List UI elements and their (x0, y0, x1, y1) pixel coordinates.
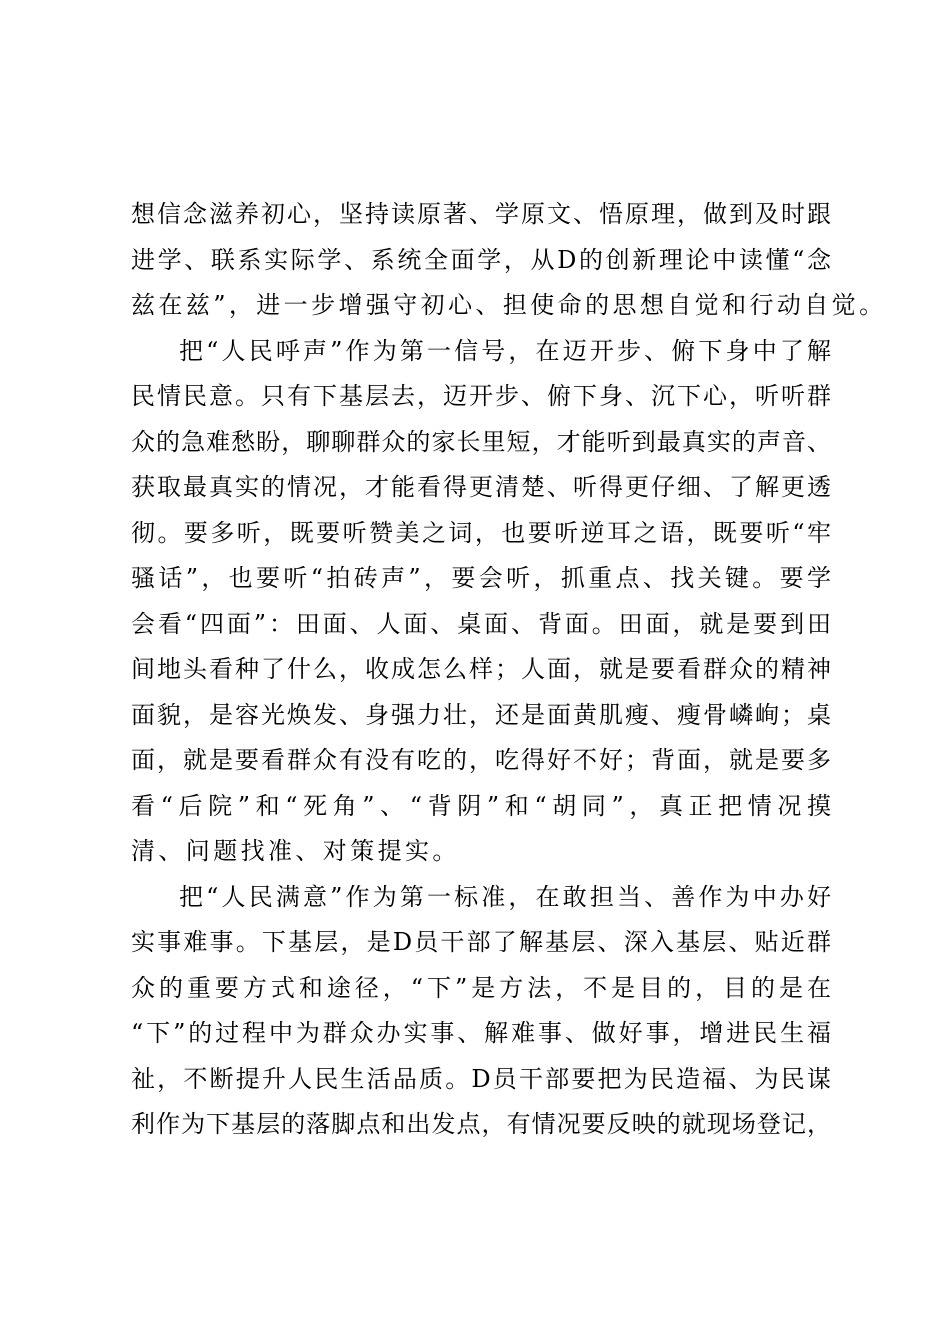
text-line: 祉，不断提升人民生活品质。D员干部要把为民造福、为民谋 (131, 1064, 831, 1093)
text-line: 众的重要方式和途径，“下”是方法，不是目的，目的是在 (131, 973, 831, 1002)
text-line: 看“后院”和“死角”、“背阴”和“胡同”，真正把情况摸 (131, 791, 831, 820)
text-line: 实事难事。下基层，是D员干部了解基层、深入基层、贴近群 (131, 928, 831, 956)
text-line: 面貌，是容光焕发、身强力壮，还是面黄肌瘦、瘦骨嶙峋；桌 (131, 700, 831, 729)
text-line: 间地头看种了什么，收成怎么样；人面，就是要看群众的精神 (131, 655, 831, 683)
text-line: 清、问题找准、对策提实。 (131, 837, 460, 865)
paragraph-3 (131, 875, 831, 1148)
text-line: 想信念滋养初心，坚持读原著、学原文、悟原理，做到及时跟 (131, 200, 831, 228)
text-line: 把“人民呼声”作为第一信号，在迈开步、俯下身中了解 (179, 336, 831, 365)
text-line: 彻。要多听，既要听赞美之词，也要听逆耳之语，既要听“牢 (131, 518, 831, 547)
text-line: 骚话”，也要听“拍砖声”，要会听，抓重点、找关键。要学 (131, 564, 831, 592)
text-line: 民情民意。只有下基层去，迈开步、俯下身、沉下心，听听群 (131, 382, 831, 410)
text-line: 利作为下基层的落脚点和出发点，有情况要反映的就现场登记， (131, 1110, 831, 1138)
document-body (131, 192, 887, 1148)
text-line: 会看“四面”：田面、人面、桌面、背面。田面，就是要到田 (131, 609, 831, 638)
text-line: “下”的过程中为群众办实事、解难事、做好事，增进民生福 (131, 1019, 831, 1047)
text-line: 面，就是要看群众有没有吃的，吃得好不好；背面，就是要多 (131, 746, 831, 774)
text-line: 进学、联系实际学、系统全面学，从D的创新理论中读懂“念 (131, 245, 831, 274)
text-line: 兹在兹”，进一步增强守初心、担使命的思想自觉和行动自觉。 (131, 291, 887, 319)
text-line: 众的急难愁盼，聊聊群众的家长里短，才能听到最真实的声音、 (131, 427, 831, 456)
paragraph-1 (131, 192, 887, 329)
text-line: 把“人民满意”作为第一标准，在敢担当、善作为中办好 (179, 882, 831, 911)
paragraph-2 (131, 329, 831, 875)
text-line: 获取最真实的情况，才能看得更清楚、听得更仔细、了解更透 (131, 473, 831, 501)
